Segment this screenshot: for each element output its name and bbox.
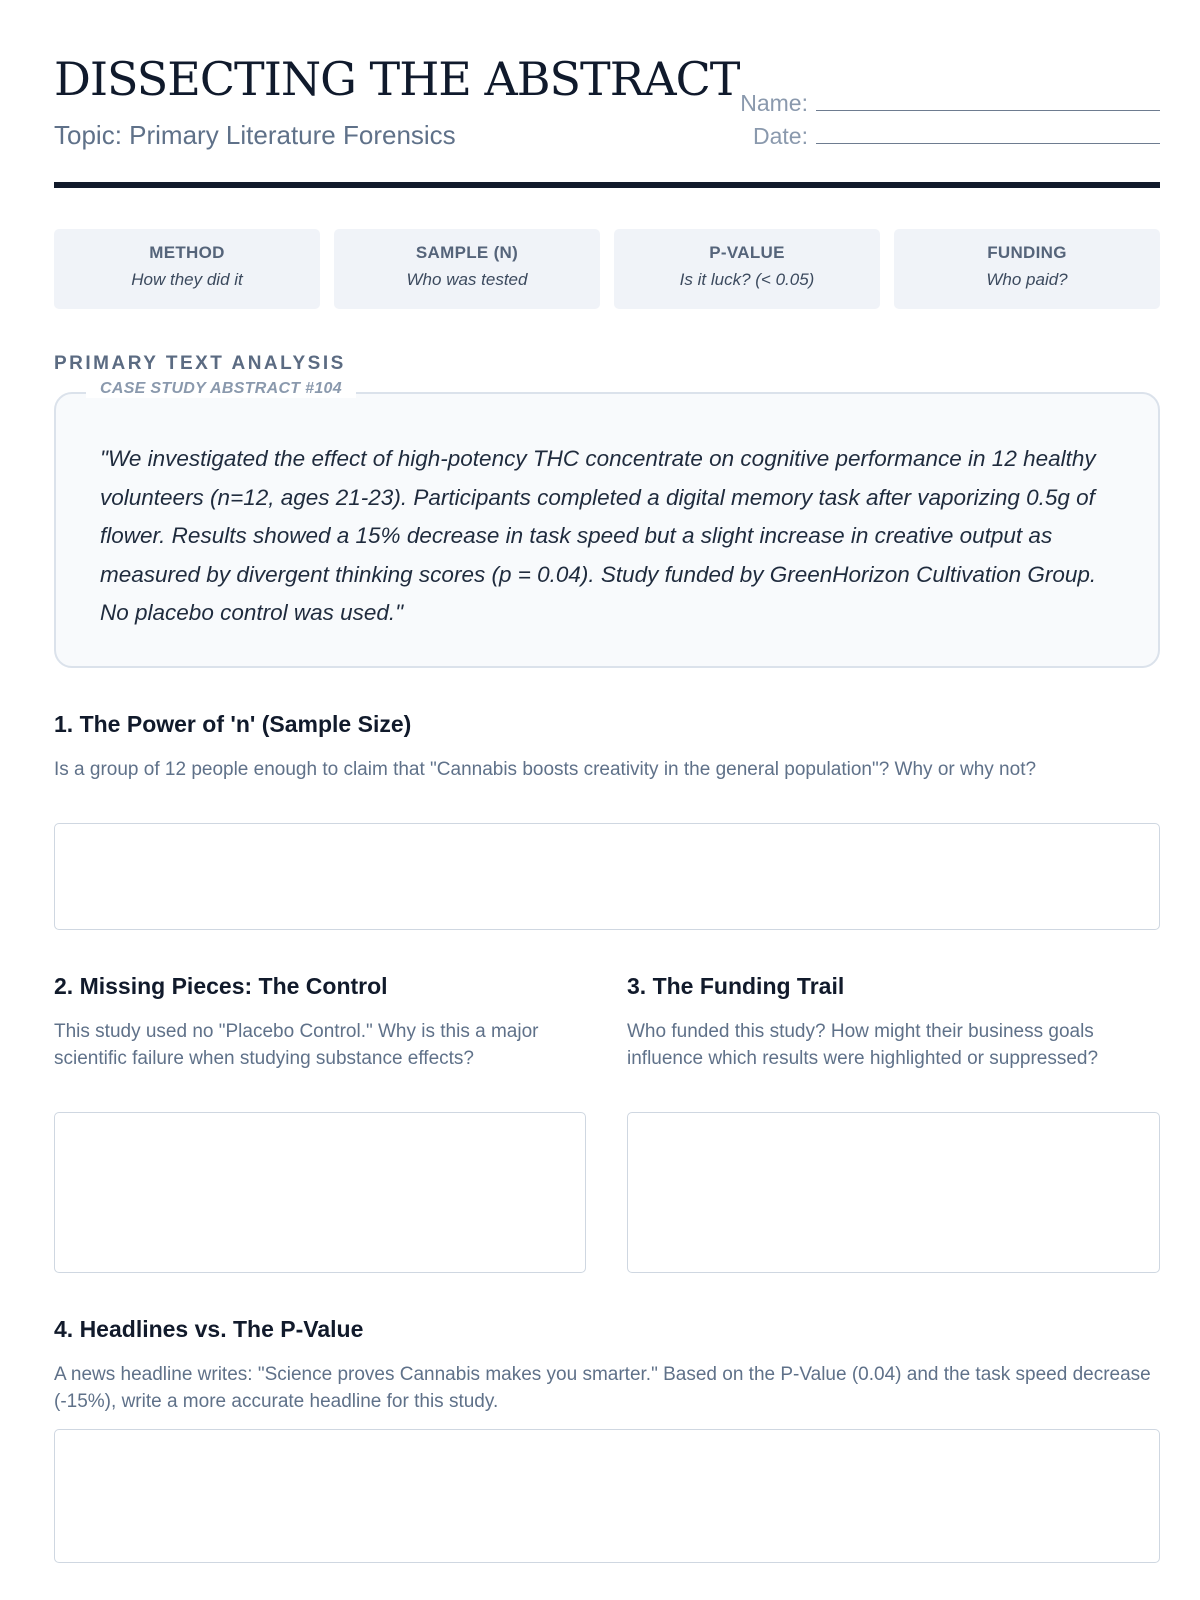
question-2-answer-box[interactable] — [54, 1112, 586, 1273]
legend-card-funding — [894, 229, 1160, 309]
name-label: Name: — [740, 90, 808, 116]
date-blank[interactable] — [816, 123, 1160, 144]
legend-card-subtitle: Who was tested — [406, 270, 528, 289]
worksheet-page — [54, 0, 1160, 1600]
legend-card-title: P-VALUE — [709, 243, 785, 262]
legend-card-title: FUNDING — [987, 243, 1067, 262]
legend-card-subtitle: Who paid? — [986, 270, 1068, 289]
legend-card-subtitle: Is it luck? (< 0.05) — [679, 270, 815, 289]
date-label: Date: — [753, 123, 808, 149]
question-4-title: 4. Headlines vs. The P-Value — [54, 1316, 364, 1342]
case-study-label: CASE STUDY ABSTRACT #104 — [86, 380, 356, 398]
question-4-answer-box[interactable] — [54, 1429, 1160, 1563]
question-2-prompt: This study used no "Placebo Control." Why is this a major scientific failure when studying substance effects? — [54, 1021, 539, 1069]
primary-text-analysis-heading: PRIMARY TEXT ANALYSIS — [54, 353, 346, 374]
worksheet-header — [54, 0, 1160, 190]
header-divider — [54, 182, 1160, 188]
name-blank[interactable] — [816, 90, 1160, 111]
worksheet-title: DISSECTING THE ABSTRACT — [54, 52, 740, 106]
student-info — [740, 90, 1160, 156]
question-1-prompt: Is a group of 12 people enough to claim that "Cannabis boosts creativity in the general population"? Why or why not? — [54, 759, 1037, 780]
legend-card-subtitle: How they did it — [131, 270, 243, 289]
question-3-title: 3. The Funding Trail — [627, 973, 845, 999]
case-study-abstract-box — [54, 380, 1160, 668]
legend-card-method — [54, 229, 320, 309]
abstract-quote: "We investigated the effect of high-potency THC concentrate on cognitive performance in 12 healthy volunteers (n=12, ages 21-23). Participants completed a digital memory task after vaporizing 0.5g of flower. Results showed a 15% decrease in task speed but a slight increase in creative output as measured by divergent thinking scores (p = 0.04). Study funded by GreenHorizon Cultivation Group. No placebo control was used." — [100, 446, 1097, 625]
question-4-prompt: A news headline writes: "Science proves Cannabis makes you smarter." Based on the P-Value (0.04) and the task speed decrease (-15%), write a more accurate headline for this study. — [54, 1364, 1151, 1412]
question-1-answer-box[interactable] — [54, 823, 1160, 930]
legend-card-p-value — [614, 229, 880, 309]
question-3-prompt: Who funded this study? How might their business goals influence which results were highlighted or suppressed? — [627, 1021, 1099, 1069]
question-2-title: 2. Missing Pieces: The Control — [54, 973, 388, 999]
date-row — [740, 123, 1160, 156]
key-terms-legend — [54, 229, 1160, 309]
question-3-answer-box[interactable] — [627, 1112, 1160, 1273]
legend-card-title: SAMPLE (N) — [415, 243, 519, 262]
name-row — [740, 90, 1160, 123]
question-1-title: 1. The Power of 'n' (Sample Size) — [54, 711, 412, 737]
legend-card-title: METHOD — [149, 243, 225, 262]
legend-card-sample — [334, 229, 600, 309]
worksheet-topic: Topic: Primary Literature Forensics — [54, 120, 456, 150]
